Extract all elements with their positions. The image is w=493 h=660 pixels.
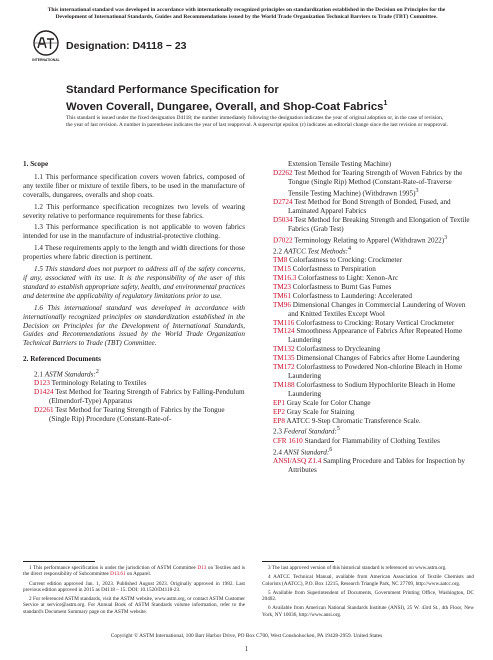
ref-code-link[interactable]: D7022: [273, 236, 293, 245]
footnote-6: 6 Available from American National Standards Institute (ANSI), 25 W. 43rd St., 4th Floor, New York, NY 10036, http://www.ansi.org.: [262, 605, 474, 618]
ansi-standard-label: 2.4 ANSI Standard:$^6$: [273, 446, 333, 457]
ref-code-link[interactable]: TM8: [273, 256, 288, 265]
edition-note: Current edition approved Jan. 1, 2023. Published August 2023. Originally approved in 1982. Last previous edition approved in 2015 as D4118 – 15. DOI: 10.1520/D4118-23.: [23, 580, 245, 593]
ref-code-link[interactable]: TM188: [273, 380, 295, 389]
footnote-rule-left: [23, 561, 95, 562]
ref-d123[interactable]: D123 Terminology Relating to Textiles: [34, 379, 147, 388]
page-number: 1: [244, 646, 249, 653]
ref-tm23[interactable]: TM23 Colorfastness to Burnt Gas Fumes: [273, 282, 392, 291]
logo-wordmark: INTERNATIONAL: [32, 58, 60, 62]
scope-1-5: 1.5 This standard does not purport to address all of the safety concerns, if any, associated with its use. It is the responsibility of the user of this standard to establish appropriate safety, health, and environmental practices and determine the applicability of regulatory limitations prior to use.: [23, 265, 245, 300]
right-column: [262, 160, 474, 475]
ref-tm61[interactable]: TM61 Colorfastness to Laundering: Accelerated: [273, 291, 412, 300]
left-column: [23, 160, 245, 424]
ref-tm188[interactable]: TM188 Colorfastness to Sodium Hypochlorite Bleach in Home Laundering: [273, 380, 456, 398]
designation: Designation: D4118 − 23: [66, 40, 187, 52]
ref-code-link[interactable]: D5034: [273, 215, 293, 224]
ref-tm96[interactable]: TM96 Dimensional Changes in Commercial Laundering of Woven and Knitted Textiles Except Wool: [273, 300, 466, 318]
footnote-1: 1 This performance specification is under the jurisdiction of ASTM Committee D13 on Textiles and is the direct responsibility of Subcommittee D13.61 on Apparel.: [23, 565, 246, 578]
subcommittee-link[interactable]: D13.61: [110, 571, 126, 578]
ref-d2262[interactable]: D2262 Test Method for Tearing Strength of Woven Fabrics by the Tongue (Single Rip) Method (Constant-Rate-of-Traverse Tensile Testing Machine) (Withdrawn 1995)$^3$: [273, 168, 463, 198]
ref-tm132[interactable]: TM132 Colorfastness to Drycleaning: [273, 345, 381, 354]
ref-d5034[interactable]: D5034 Test Method for Breaking Strength and Elongation of Textile Fabrics (Grab Test): [273, 215, 470, 233]
ref-code-link[interactable]: ANSI/ASQ Z1.4: [273, 456, 322, 465]
ref-tm16-3[interactable]: TM16.3 Colorfastness to Light: Xenon-Arc: [273, 274, 399, 283]
ref-code-link[interactable]: D123: [34, 379, 50, 388]
ref-d7022[interactable]: D7022 Terminology Relating to Apparel (Withdrawn 2022)$^3$: [273, 234, 448, 245]
scope-1-6: 1.6 This international standard was developed in accordance with internationally recognized principles on standardization established in the Decision on Principles for the Development of International Standards, Guides and Recommendations issued by the World Trade Organization Technical Barriers to Trade (TBT) Committee.: [23, 303, 245, 348]
ref-code-link[interactable]: EP1: [273, 398, 285, 407]
aatcc-label: 2.2 AATCC Test Methods:$^4$: [273, 245, 351, 256]
issue-note: This standard is issued under the fixed designation D4118; the number immediately following the designation indicates the year of original adoption or, in the case of revision, the year of last revision. A number in parentheses indicates the year of last reapproval. A superscript epsilon (ε) indicates an editorial change since the last revision or reapproval.: [66, 115, 449, 128]
ref-code-link[interactable]: TM23: [273, 282, 291, 291]
ref-code-link[interactable]: TM116: [273, 318, 295, 327]
astm-standards-label: 2.1 ASTM Standards:$^2$: [34, 369, 99, 379]
ref-code-link[interactable]: D2261: [34, 406, 54, 415]
ref-ansi-z1-4[interactable]: ANSI/ASQ Z1.4 Sampling Procedure and Tables for Inspection by Attributes: [273, 456, 466, 474]
ref-ep8[interactable]: EP8 AATCC 9-Step Chromatic Transference Scale.: [273, 416, 421, 425]
scope-heading: 1. Scope: [23, 160, 49, 168]
ref-code-link[interactable]: TM132: [273, 345, 295, 354]
copyright-line: Copyright © ASTM International, 100 Barr Harbor Drive, PO Box C700, West Conshohocken, PA 19428-2959. United States: [110, 633, 383, 639]
ref-d1424[interactable]: D1424 Test Method for Tearing Strength of Fabrics by Falling-Pendulum (Elmendorf-Type) Apparatus: [34, 388, 245, 406]
ref-ep2[interactable]: EP2 Gray Scale for Staining: [273, 407, 355, 416]
footnotes-right: [262, 565, 474, 621]
title-line-2: Woven Coverall, Dungaree, Overall, and Shop-Coat Fabrics$^1$: [66, 100, 388, 113]
ref-code-link[interactable]: TM16.3: [273, 274, 297, 283]
scope-1-3: 1.3 This performance specification is not applicable to woven fabrics intended for use in the manufacture of industrial-protective clothing.: [23, 223, 245, 241]
ref-ep1[interactable]: EP1 Gray Scale for Color Change: [273, 398, 371, 407]
astm-logo: [32, 30, 60, 64]
footnote-2: 2 For referenced ASTM standards, visit the ASTM website, www.astm.org, or contact ASTM Customer Service at service@astm.org. For Annual Book of ASTM Standards volume information, refer to the standard's Document Summary page on the ASTM website.: [23, 596, 245, 615]
footnotes-left: [23, 565, 245, 618]
scope-1-2: 1.2 This performance specification recognizes two levels of wearing severity relative to performance requirements for these fabrics.: [23, 202, 245, 220]
ref-code-link[interactable]: TM172: [273, 363, 295, 372]
committee-link[interactable]: D13: [197, 565, 207, 571]
ref-code-link[interactable]: TM135: [273, 354, 295, 363]
ref-code-link[interactable]: EP2: [273, 407, 285, 416]
ref-code-link[interactable]: D2262: [273, 168, 293, 177]
ref-code-link[interactable]: D1424: [34, 388, 54, 397]
wto-notice: This international standard was developed in accordance with internationally recognized principles on standardization established in the Decision on Principles for the Development of International Standards, Guides and Recommendations issued by the World Trade Organization Technical Barriers to Trade (TBT) Committee.: [47, 7, 446, 20]
ref-tm135[interactable]: TM135 Dimensional Changes of Fabrics after Home Laundering: [273, 354, 460, 363]
ref-code-link[interactable]: TM124: [273, 327, 295, 336]
ref-code-link[interactable]: D2724: [273, 198, 293, 207]
title-line-1: Standard Performance Specification for: [66, 84, 279, 96]
ref-code-link[interactable]: EP8: [273, 416, 285, 425]
ref-tm15[interactable]: TM15 Colorfastness to Perspiration: [273, 265, 376, 274]
ref-d2724[interactable]: D2724 Test Method for Bond Strength of Bonded, Fused, and Laminated Apparel Fabrics: [273, 198, 451, 215]
ref-tm124[interactable]: TM124 Smoothness Appearance of Fabrics After Repeated Home Laundering: [273, 327, 463, 345]
ref-code-link[interactable]: TM61: [273, 291, 291, 300]
ref-tm8[interactable]: TM8 Colorfastness to Crocking: Crockmeter: [273, 256, 402, 265]
refdocs-heading: 2. Referenced Documents: [23, 355, 101, 364]
federal-standard-label: 2.3 Federal Standard:$^5$: [273, 426, 340, 436]
ref-code-link[interactable]: CFR 1610: [273, 436, 303, 445]
ref-cfr1610[interactable]: CFR 1610 Standard for Flammability of Clothing Textiles: [273, 436, 440, 445]
scope-1-4: 1.4 These requirements apply to the length and width directions for those properties where fabric direction is pertinent.: [23, 244, 245, 262]
ref-tm116[interactable]: TM116 Colorfastness to Crocking: Rotary Vertical Crockmeter: [273, 318, 455, 327]
ref-d2261-continuation: Extension Tensile Testing Machine): [288, 160, 392, 168]
footnote-5: 5 Available from Superintendent of Documents, Government Printing Office, Washington, DC 20402.: [262, 589, 474, 603]
ref-d2261[interactable]: D2261 Test Method for Tearing Strength of Fabrics by the Tongue (Single Rip) Procedure (Constant-Rate-of-: [34, 406, 225, 424]
scope-1-1: 1.1 This performance specification covers woven fabrics, composed of any textile fiber or mixture of textile fibers, to be used in the manufacture of coveralls, dungarees, overalls and shop coats.: [23, 172, 245, 199]
footnote-rule-right: [262, 561, 334, 562]
ref-code-link[interactable]: TM15: [273, 265, 291, 274]
footnote-3: 3 The last approved version of this historical standard is referenced on www.astm.org.: [268, 565, 447, 571]
document-title: [66, 83, 446, 114]
footnote-4: 4 AATCC Technical Manual, available from American Association of Textile Chemists and Colorists (AATCC), P.O. Box 12215, Research Triangle Park, NC 27709, http://www.aatcc.org.: [262, 574, 474, 587]
ref-code-link[interactable]: TM96: [273, 300, 291, 309]
ref-tm172[interactable]: TM172 Colorfastness to Powdered Non-chlorine Bleach in Home Laundering: [273, 363, 463, 381]
